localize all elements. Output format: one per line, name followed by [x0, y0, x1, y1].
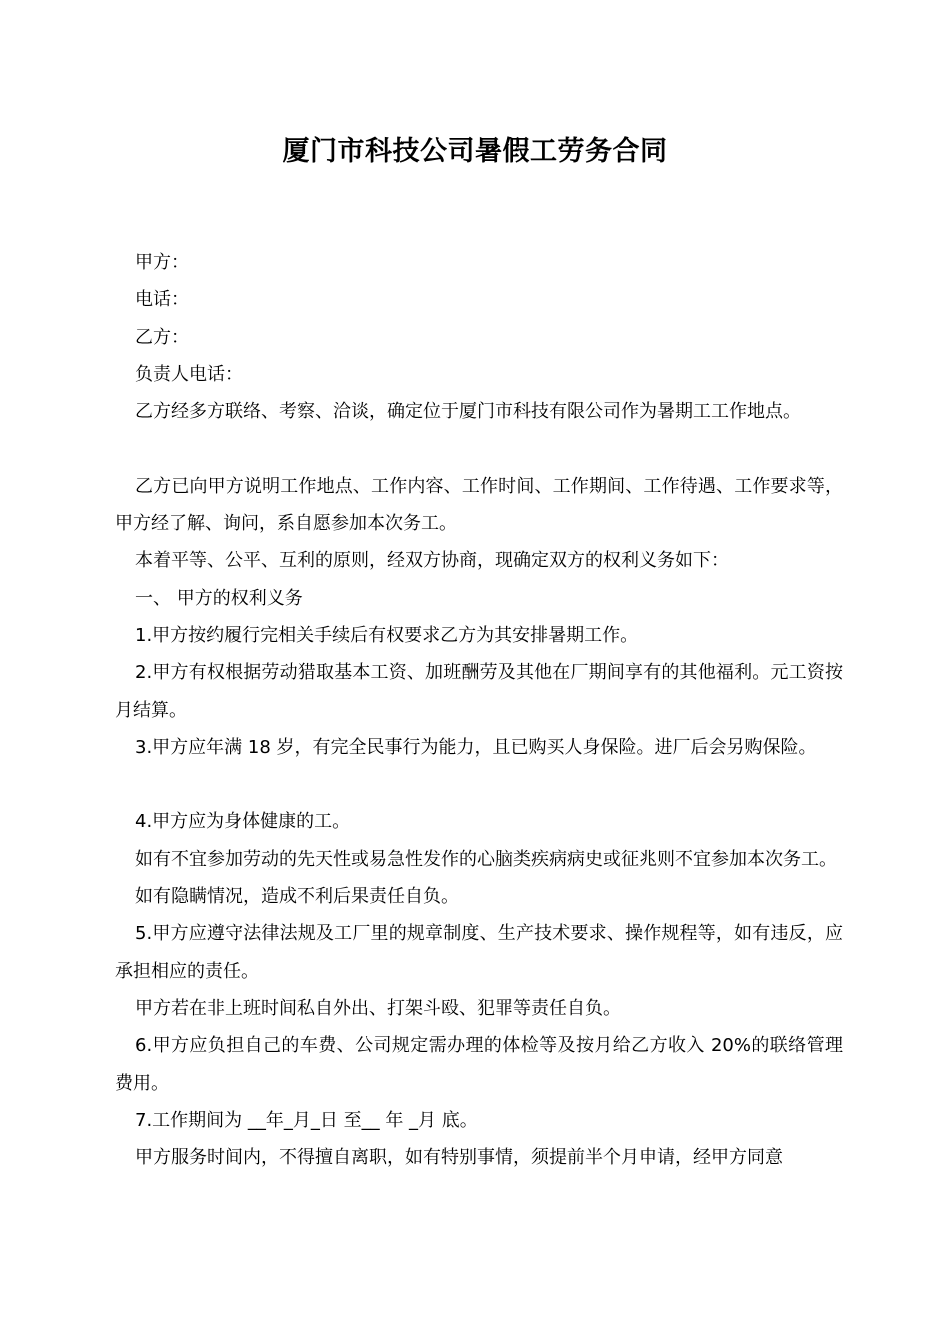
party-b-label: 乙方： — [135, 326, 189, 348]
clause-6: 6.甲方应负担自己的车费、公司规定需办理的体检等及按月给乙方收入 20%的联络管理费用。 — [115, 1035, 843, 1094]
clause-5-detail: 甲方若在非上班时间私自外出、打架斗殴、犯罪等责任自负。 — [135, 997, 621, 1019]
clause-7: 7.工作期间为 __年_月_日 至__ 年 _月 底。 — [135, 1109, 478, 1131]
paragraph-gap — [115, 766, 843, 803]
clause-4-detail: 如有不宜参加劳动的先天性或易急性发作的心脑类疾病病史或征兆则不宜参加本次务工。 — [135, 848, 837, 870]
manager-phone-label: 负责人电话： — [135, 363, 243, 385]
clause-4: 4.甲方应为身体健康的工。 — [135, 811, 351, 833]
paragraph-gap — [115, 430, 843, 467]
clause-1: 1.甲方按约履行完相关手续后有权要求乙方为其安排暑期工作。 — [135, 624, 639, 646]
document-body — [115, 244, 843, 1176]
clause-3: 3.甲方应年满 18 岁，有完全民事行为能力，且已购买人身保险。进厂后会另购保险。 — [135, 736, 817, 758]
paragraph-workplace: 乙方经多方联络、考察、洽谈，确定位于厦门市科技有限公司作为暑期工工作地点。 — [135, 401, 801, 423]
phone-label: 电话： — [135, 289, 189, 311]
clause-2: 2.甲方有权根据劳动猎取基本工资、加班酬劳及其他在厂期间享有的其他福利。元工资按月结算。 — [115, 662, 843, 721]
clause-7-detail: 甲方服务时间内，不得擅自离职，如有特别事情，须提前半个月申请，经甲方同意 — [135, 1147, 783, 1169]
paragraph-explanation: 乙方已向甲方说明工作地点、工作内容、工作时间、工作期间、工作待遇、工作要求等，甲方经了解、询问，系自愿参加本次务工。 — [115, 475, 843, 535]
clause-4-concealment: 如有隐瞒情况，造成不利后果责任自负。 — [135, 886, 459, 908]
section-heading-party-a: 一、 甲方的权利义务 — [135, 587, 303, 609]
document-title: 厦门市科技公司暑假工劳务合同 — [282, 136, 668, 167]
party-a-label: 甲方： — [135, 252, 189, 273]
paragraph-principle: 本着平等、公平、互利的原则，经双方协商，现确定双方的权利义务如下： — [135, 550, 729, 572]
clause-5: 5.甲方应遵守法律法规及工厂里的规章制度、生产技术要求、操作规程等，如有违反，应承担相应的责任。 — [115, 923, 843, 982]
